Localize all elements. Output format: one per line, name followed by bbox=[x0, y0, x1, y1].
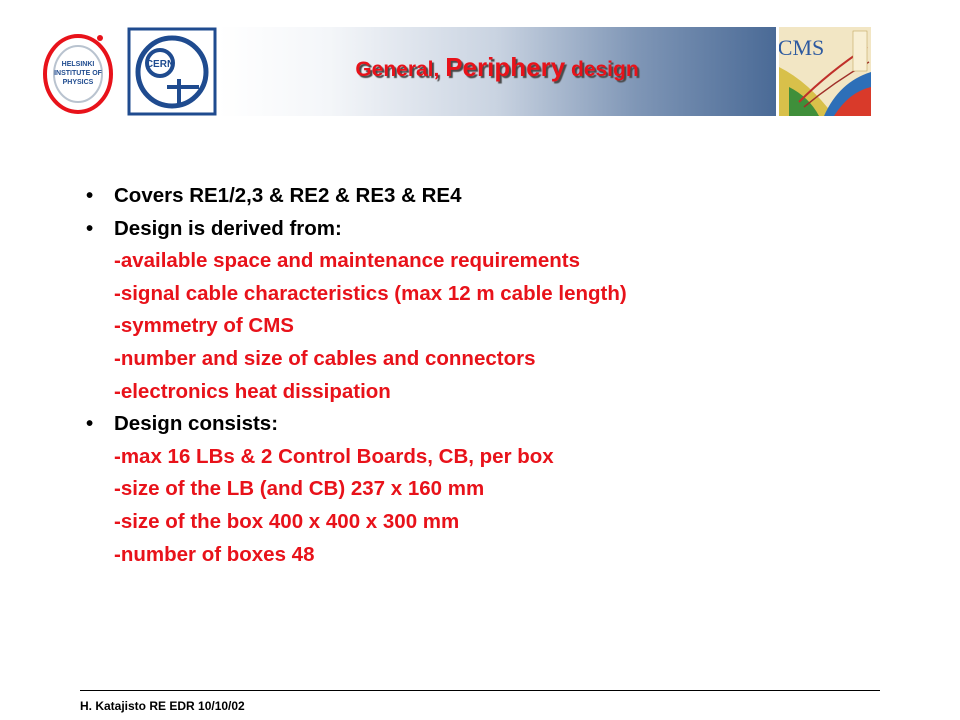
sub-item: -max 16 LBs & 2 Control Boards, CB, per box bbox=[114, 444, 554, 468]
sub-item: -size of the box 400 x 400 x 300 mm bbox=[114, 509, 460, 533]
logo-line-3: PHYSICS bbox=[62, 79, 94, 86]
sub-item: -size of the LB (and CB) 237 x 160 mm bbox=[114, 477, 485, 501]
sub-item: -number and size of cables and connectors bbox=[114, 346, 536, 370]
sub-item: -available space and maintenance requirements bbox=[114, 249, 580, 273]
content-list bbox=[86, 180, 906, 571]
bullet-derived-from bbox=[86, 213, 906, 246]
title-periphery: Periphery bbox=[445, 52, 566, 82]
bullet-consists bbox=[86, 408, 906, 441]
sub-item: -symmetry of CMS bbox=[114, 314, 294, 338]
sub-item: -electronics heat dissipation bbox=[114, 379, 391, 403]
logo-line-2: INSTITUTE OF bbox=[54, 70, 102, 77]
slide-title bbox=[218, 52, 776, 83]
footer-divider bbox=[80, 690, 880, 691]
title-general: General, bbox=[355, 58, 446, 81]
bullet-text: Design consists: bbox=[114, 412, 279, 436]
sub-item: -number of boxes 48 bbox=[114, 542, 315, 566]
title-design: design bbox=[565, 58, 639, 81]
bullet-covers bbox=[86, 180, 906, 213]
logo-line-1: HELSINKI bbox=[61, 61, 95, 68]
bullet-text: Design is derived from: bbox=[114, 216, 342, 240]
bullet-marker: • bbox=[86, 412, 94, 436]
bullet-text: Covers RE1/2,3 & RE2 & RE3 & RE4 bbox=[114, 184, 462, 207]
footer-text: H. Katajisto RE EDR 10/10/02 bbox=[80, 699, 245, 713]
cms-logo bbox=[779, 27, 871, 116]
cms-logo-text: CMS bbox=[779, 35, 825, 60]
helsinki-institute-logo bbox=[38, 16, 118, 126]
bullet-marker: • bbox=[86, 184, 94, 207]
cern-logo-text: CERN bbox=[145, 59, 175, 70]
cern-logo bbox=[127, 27, 217, 116]
sub-item: -signal cable characteristics (max 12 m cable length) bbox=[114, 281, 627, 305]
bullet-marker: • bbox=[86, 216, 94, 240]
